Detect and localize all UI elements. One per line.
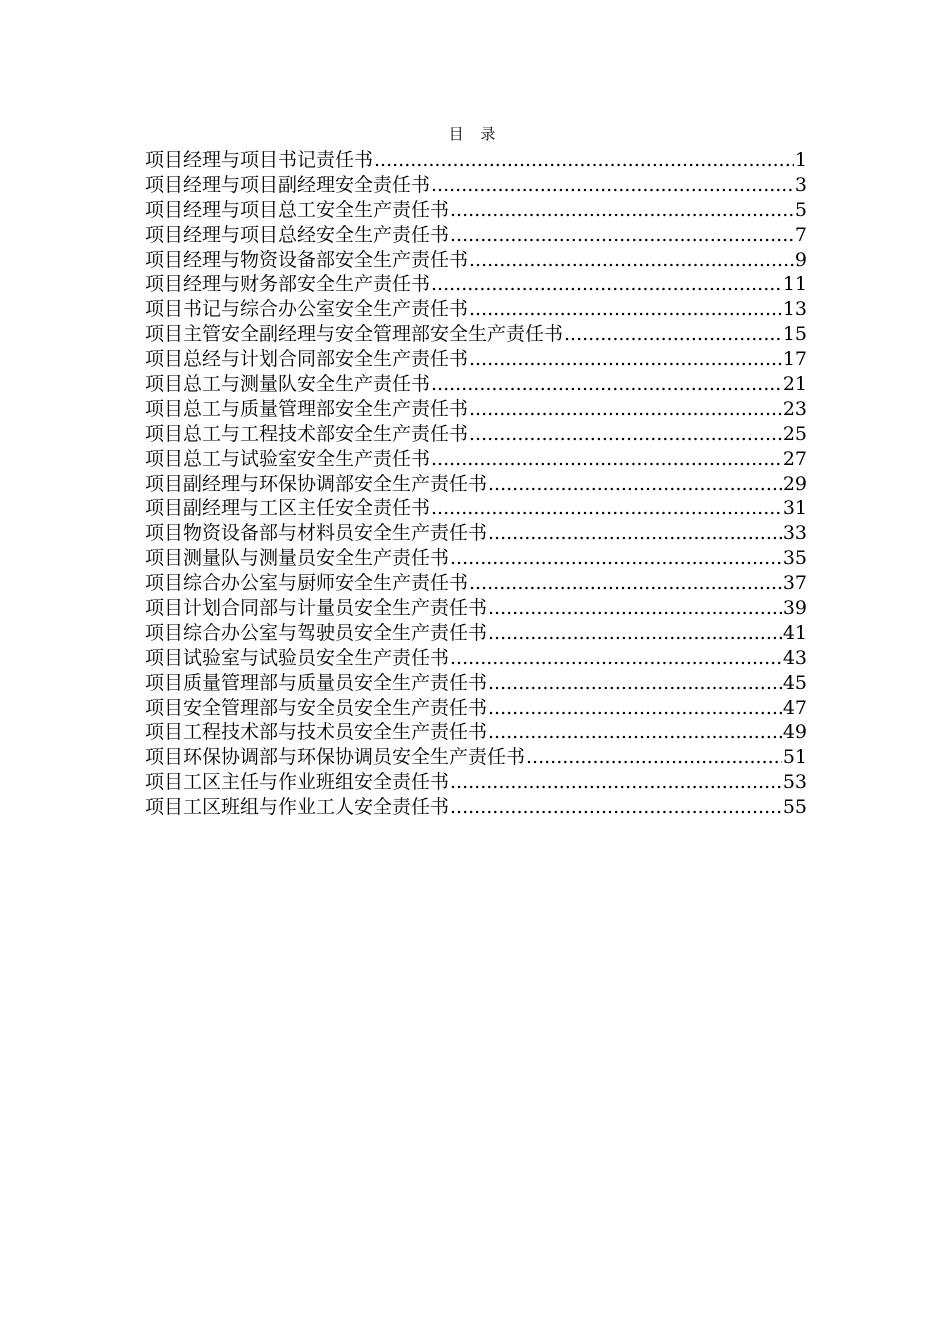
- toc-entry-page-number: 55: [782, 796, 807, 819]
- toc-dot-leader: [450, 223, 794, 248]
- toc-dot-leader: [488, 696, 782, 721]
- toc-title: 目 录: [448, 125, 502, 143]
- toc-dot-leader: [450, 795, 782, 820]
- toc-dot-leader: [488, 521, 782, 546]
- toc-entry-page-number: 3: [794, 173, 807, 196]
- toc-entry-title: 项目测量队与测量员安全生产责任书: [145, 547, 450, 570]
- toc-entry-page-number: 13: [782, 298, 807, 321]
- toc-entry-title: 项目综合办公室与厨师安全生产责任书: [145, 572, 469, 595]
- toc-entry[interactable]: [145, 720, 807, 745]
- toc-entry-page-number: 7: [794, 223, 807, 246]
- toc-dot-leader: [450, 770, 782, 795]
- toc-dot-leader: [431, 372, 782, 397]
- toc-entry-title: 项目综合办公室与驾驶员安全生产责任书: [145, 621, 488, 644]
- toc-entry[interactable]: [145, 397, 807, 422]
- toc-entry[interactable]: [145, 696, 807, 721]
- toc-entry-title: 项目环保协调部与环保协调员安全生产责任书: [145, 746, 526, 769]
- toc-entry-title: 项目总工与工程技术部安全生产责任书: [145, 422, 469, 445]
- toc-dot-leader: [374, 148, 794, 173]
- toc-dot-leader: [469, 347, 782, 372]
- toc-entry[interactable]: [145, 671, 807, 696]
- toc-entry[interactable]: [145, 272, 807, 297]
- toc-dot-leader: [431, 496, 782, 521]
- toc-entry-title: 项目经理与项目总经安全生产责任书: [145, 223, 450, 246]
- toc-dot-leader: [450, 546, 782, 571]
- toc-entry-title: 项目计划合同部与计量员安全生产责任书: [145, 597, 488, 620]
- toc-entry[interactable]: [145, 521, 807, 546]
- toc-entry-title: 项目物资设备部与材料员安全生产责任书: [145, 522, 488, 545]
- toc-entry-title: 项目工区主任与作业班组安全责任书: [145, 771, 450, 794]
- toc-dot-leader: [469, 397, 782, 422]
- toc-entry-page-number: 17: [782, 348, 807, 371]
- toc-entry-page-number: 11: [782, 273, 807, 296]
- toc-dot-leader: [431, 272, 782, 297]
- toc-dot-leader: [488, 621, 782, 646]
- toc-entry[interactable]: [145, 646, 807, 671]
- toc-dot-leader: [564, 322, 782, 347]
- toc-dot-leader: [488, 671, 782, 696]
- toc-dot-leader: [431, 173, 794, 198]
- toc-entry-page-number: 45: [782, 671, 807, 694]
- toc-dot-leader: [450, 646, 782, 671]
- toc-entry[interactable]: [145, 297, 807, 322]
- toc-entry-page-number: 21: [782, 373, 807, 396]
- toc-entry-title: 项目副经理与工区主任安全责任书: [145, 497, 431, 520]
- toc-entry[interactable]: [145, 347, 807, 372]
- toc-entry[interactable]: [145, 571, 807, 596]
- toc-entry-page-number: 39: [782, 597, 807, 620]
- toc-entry-page-number: 31: [782, 497, 807, 520]
- toc-dot-leader: [488, 596, 782, 621]
- toc-entry[interactable]: [145, 546, 807, 571]
- toc-entry-title: 项目工程技术部与技术员安全生产责任书: [145, 721, 488, 744]
- toc-entry[interactable]: [145, 472, 807, 497]
- toc-entry[interactable]: [145, 496, 807, 521]
- toc-entry-page-number: 27: [782, 447, 807, 470]
- toc-entry-page-number: 53: [782, 771, 807, 794]
- toc-dot-leader: [488, 720, 782, 745]
- toc-entry-title: 项目总经与计划合同部安全生产责任书: [145, 348, 469, 371]
- toc-entry-title: 项目经理与项目副经理安全责任书: [145, 173, 431, 196]
- toc-entry[interactable]: [145, 372, 807, 397]
- toc-entry-page-number: 49: [782, 721, 807, 744]
- toc-entry-page-number: 43: [782, 646, 807, 669]
- toc-entry-title: 项目经理与财务部安全生产责任书: [145, 273, 431, 296]
- toc-dot-leader: [526, 745, 782, 770]
- toc-entry[interactable]: [145, 795, 807, 820]
- toc-entry-title: 项目质量管理部与质量员安全生产责任书: [145, 671, 488, 694]
- toc-entry[interactable]: [145, 198, 807, 223]
- toc-entry[interactable]: [145, 447, 807, 472]
- toc-entry-page-number: 9: [794, 248, 807, 271]
- toc-entry-page-number: 51: [782, 746, 807, 769]
- toc-entry-page-number: 1: [794, 149, 807, 171]
- toc-entry[interactable]: [145, 745, 807, 770]
- toc-entry[interactable]: [145, 223, 807, 248]
- toc-dot-leader: [469, 571, 782, 596]
- toc-entry-title: 项目工区班组与作业工人安全责任书: [145, 796, 450, 819]
- toc-entry[interactable]: [145, 322, 807, 347]
- toc-entry-page-number: 33: [782, 522, 807, 545]
- toc-entry-title: 项目总工与质量管理部安全生产责任书: [145, 397, 469, 420]
- toc-dot-leader: [431, 447, 782, 472]
- toc-dot-leader: [450, 198, 794, 223]
- toc-dot-leader: [469, 297, 782, 322]
- toc-entry-page-number: 23: [782, 397, 807, 420]
- toc-entry-page-number: 37: [782, 572, 807, 595]
- toc-dot-leader: [488, 472, 782, 497]
- toc-entry-title: 项目书记与综合办公室安全生产责任书: [145, 298, 469, 321]
- toc-entry-page-number: 41: [782, 621, 807, 644]
- toc-entry[interactable]: [145, 770, 807, 795]
- toc-entry-page-number: 25: [782, 422, 807, 445]
- toc-entry[interactable]: [145, 148, 807, 173]
- toc-entry-title: 项目经理与项目书记责任书: [145, 149, 374, 171]
- toc-dot-leader: [469, 422, 782, 447]
- toc-entry[interactable]: [145, 621, 807, 646]
- toc-list: [145, 148, 807, 820]
- toc-entry-page-number: 35: [782, 547, 807, 570]
- toc-entry-title: 项目副经理与环保协调部安全生产责任书: [145, 472, 488, 495]
- toc-entry-title: 项目经理与项目总工安全生产责任书: [145, 198, 450, 221]
- toc-entry[interactable]: [145, 248, 807, 273]
- toc-entry-page-number: 5: [794, 198, 807, 221]
- toc-entry-title: 项目总工与测量队安全生产责任书: [145, 373, 431, 396]
- toc-entry-title: 项目经理与物资设备部安全生产责任书: [145, 248, 469, 271]
- toc-entry-title: 项目总工与试验室安全生产责任书: [145, 447, 431, 470]
- toc-entry-title: 项目安全管理部与安全员安全生产责任书: [145, 696, 488, 719]
- toc-entry-title: 项目主管安全副经理与安全管理部安全生产责任书: [145, 323, 564, 346]
- toc-entry-page-number: 15: [782, 323, 807, 346]
- toc-entry-title: 项目试验室与试验员安全生产责任书: [145, 646, 450, 669]
- toc-entry[interactable]: [145, 596, 807, 621]
- toc-entry[interactable]: [145, 173, 807, 198]
- toc-entry-page-number: 47: [782, 696, 807, 719]
- toc-dot-leader: [469, 248, 794, 273]
- toc-entry[interactable]: [145, 422, 807, 447]
- toc-entry-page-number: 29: [782, 472, 807, 495]
